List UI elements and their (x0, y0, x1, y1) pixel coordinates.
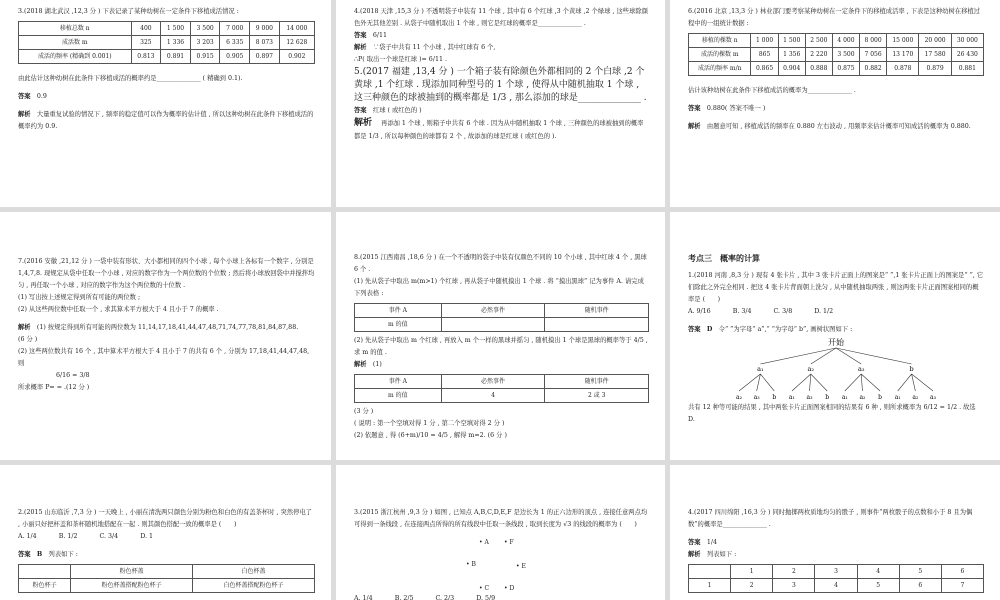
explanation-label: 解析 (354, 361, 367, 368)
question-4-dice: 4.(2017 四川绵阳 ,16,3 分 ) 同时抛掷两枚质地均匀的骰子 , 则事件“两枚骰子的点数和小于 8 且为偶数”的概率是______________ . (688, 509, 973, 528)
explanation-text: 列表如下 : (706, 551, 737, 558)
table-row (19, 565, 315, 579)
tree-leaf: a₃ (930, 394, 936, 401)
answer-value: D (706, 326, 713, 333)
tree-branch (760, 348, 836, 364)
choice-option: B. 2/5 (394, 595, 414, 600)
tree-leaf: a₃ (806, 394, 813, 401)
table-cell: 6 (899, 579, 941, 593)
table-cell: 粉色杯盖 (71, 565, 193, 579)
tree-branch (836, 348, 912, 364)
answer-label: 答案 (354, 107, 367, 114)
table-cell: 7 056 (860, 48, 887, 62)
answer-label: 答案 (18, 93, 31, 100)
explanation-text: ∵袋子中共有 11 个小球 , 其中红球有 6 个, (372, 44, 496, 51)
table-cell: 成活的棵数 m (689, 48, 751, 62)
explanation-text: 再添加 1 个球 , 则箱子中共有 6 个球 . 因为从中随机抽取 1 个球 , 三种颜色的球被抽到的概率都是 1/3 , 所以每种颜色的球都有 2 个 , 故添加的球是红球 ( 或红色的 ). (354, 120, 644, 140)
table-cell: 1 336 (161, 36, 191, 50)
table-cell: 2 220 (805, 48, 832, 62)
table-cell: 事件 A (355, 375, 442, 389)
choice-option: D. 5/9 (476, 595, 496, 600)
table-row (689, 48, 984, 62)
table-row (689, 579, 984, 593)
choice-option: C. 2/3 (435, 595, 455, 600)
tree-branch (861, 374, 862, 391)
question-1: 1.(2018 河南 ,8,3 分 ) 现有 4 张卡片 , 其中 3 张卡片正面上的图案是“ ”,1 张卡片正面上的图案是“ ”, 它们除此之外完全相同 . 把这 4 张卡片背面朝上洗匀 , 从中随机抽取两张 , 则这两张卡片正面图案相同的概率是 ( ) (688, 272, 984, 303)
table-cell: 3 (815, 565, 857, 579)
page-panel-q6 (670, 0, 1000, 207)
table-cell: 5 (857, 579, 899, 593)
table-cell: 2 (773, 565, 815, 579)
table-cell: 0.875 (832, 62, 859, 76)
tree-leaf: a₂ (912, 394, 919, 401)
table-cell: 26 430 (951, 48, 983, 62)
tree-node: a₃ (857, 365, 865, 373)
choice-option: D. 1/2 (814, 308, 834, 315)
table-cell: 4 (857, 565, 899, 579)
table-cell: 865 (751, 48, 778, 62)
answer-value: 0.9 (36, 93, 47, 100)
table-cell: 15 000 (887, 34, 919, 48)
score-note: ( 说明 : 第一个空填对得 1 分 , 第二个空填对得 2 分 ) (354, 420, 505, 427)
table-cell: 白色杯盖 (193, 565, 315, 579)
table-cell: 移植的棵数 n (689, 34, 751, 48)
choice-option: A. 1/4 (354, 595, 373, 600)
table-row (19, 50, 315, 64)
question-7-part-2: (2) 从这些两位数中任取一个 , 求其算术平方根大于 4 且小于 7 的概率 . (18, 306, 219, 313)
table-cell (689, 565, 731, 579)
page-panel-q4-q5 (336, 0, 665, 207)
table-row (355, 389, 649, 403)
score-note: (3 分 ) (354, 408, 374, 415)
question-4: 4.(2018 天津 ,15,3 分 ) 不透明袋子中装有 11 个球 , 其中有 6 个红球 ,3 个黄球 ,2 个绿球 , 这些球除颜色外无其他差别 . 从袋子中随机取出 1 个球 , 则它是红球的概率是______________ . (354, 8, 648, 27)
table-cell: 8 073 (250, 36, 280, 50)
choice-option: B. 3/4 (732, 308, 752, 315)
explanation-text: 令“ ”为字母“ a”,“ ”为字母“ b”, 画树状图如下 : (718, 326, 853, 333)
table-cell: 2 或 3 (545, 389, 649, 403)
tree-diagram (731, 336, 941, 402)
table-cell: 3 (773, 579, 815, 593)
tree-leaf: a₃ (753, 394, 760, 401)
dice-table (688, 564, 984, 593)
table-cell: 8 000 (860, 34, 887, 48)
table-cell: 7 (941, 579, 983, 593)
table-row (355, 304, 649, 318)
explanation-label: 解析 (18, 111, 31, 118)
question-7-part-1: (1) 写出按上述规定得到所有可能的两位数 ; (18, 294, 141, 301)
explanation-text: (1) 按规定得到所有可能的两位数为 11,14,17,18,41,44,47,48,71,74,77,78,81,84,87,88. (36, 324, 299, 331)
table-cell: 粉色杯子 (19, 579, 71, 593)
tree-branch (810, 374, 811, 391)
table-cell: 随机事件 (545, 304, 649, 318)
table-cell: 成活数 m (19, 36, 132, 50)
explanation-text: 由题意可知 , 移植成活的频率在 0.880 左右波动 , 用频率来估计概率可知成活的概率为 0.880. (706, 123, 971, 130)
page-panel-q4-dice (670, 465, 1000, 600)
hexagon-vertex: • F (504, 539, 514, 546)
choice-option: C. 3/8 (773, 308, 793, 315)
question-5: 5.(2017 福建 ,13,4 分 ) 一个箱子装有除颜色外都相同的 2 个白球 ,2 个黄球 ,1 个红球 . 现添加同种型号的 1 个球 , 使得从中随机抽取 1 个球 , 这三种颜色的球被抽到的概率都是 1/3 , 那么添加的球是______________ . (354, 67, 647, 103)
table-row (355, 318, 649, 332)
table-cell: 1 (731, 565, 773, 579)
table-cell: 400 (131, 22, 161, 36)
table-cell: 白色杯盖搭配粉色杯子 (193, 579, 315, 593)
hexagon-figure (354, 531, 649, 600)
table-cell: 1 000 (751, 34, 778, 48)
table-cell: m 的值 (355, 389, 442, 403)
table-row (355, 375, 649, 389)
tree-branch (792, 374, 811, 391)
table-cell: 0.902 (279, 50, 314, 64)
question-3-hex: 3.(2015 浙江杭州 ,9,3 分 ) 如图 , 已知点 A,B,C,D,E,F 是边长为 1 的正六边形的顶点 , 连接任意两点均可得到一条线段 , 在连接两点所得的所有线段中任取一条线段 , 取到长度为 √3 的线段的概率为 ( ) (354, 509, 648, 528)
question-2: 2.(2015 山东临沂 ,7,3 分 ) 一天晚上 , 小丽在清洗两只颜色分别为粉色和白色的有盖茶杯时 , 突然停电了 , 小丽只好把杯盖和茶杯随机地搭配在一起 . 则其颜色搭配一致的概率是 ( ) (18, 509, 312, 528)
answer-label: 答案 (688, 326, 701, 333)
table-cell: 0.813 (131, 50, 161, 64)
page-panel-q3-hexagon (336, 465, 665, 600)
tree-leaf: a₁ (841, 394, 848, 401)
fraction: 6/16 = 3/8 (56, 372, 90, 379)
question-7: 7.(2016 安徽 ,21,12 分 ) 一袋中装有形状、大小都相同的四个小球 , 每个小球上各标有一个数字 , 分别是 1,4,7,8. 现规定从袋中任取一个小球 , 对应的数字作为一个两位数的个位数 ; 然后将小球放回袋中并搅拌均匀 , 再任取一个小球 , 对应的数字作为这个两位数的十位数 . (18, 258, 315, 289)
table-cell: 6 335 (220, 36, 250, 50)
table-cell: 3 500 (832, 48, 859, 62)
table-cell: 17 580 (919, 48, 951, 62)
question-6: 6.(2016 北京 ,13,3 分 ) 林业部门要考察某种幼树在一定条件下的移植成活率 , 下表是这种幼树在移植过程中的一组统计数据 : (688, 8, 980, 27)
table-cell: 移植总数 n (19, 22, 132, 36)
hexagon-vertex: • D (504, 585, 515, 592)
explanation-label: 解析 (18, 324, 31, 331)
choice-option: A. 1/4 (18, 533, 37, 540)
table-cell: 随机事件 (545, 375, 649, 389)
page-panel-probability (670, 212, 1000, 460)
table-cell: 1 (689, 579, 731, 593)
tree-branch (760, 374, 774, 391)
table-cell: 2 500 (805, 34, 832, 48)
table-cell (19, 565, 71, 579)
table-row (689, 62, 984, 76)
table-cell: 4 000 (832, 34, 859, 48)
tree-leaf: b (825, 394, 830, 401)
answer-label: 答案 (354, 32, 367, 39)
table-row (689, 34, 984, 48)
table-cell: 7 000 (220, 22, 250, 36)
table-cell: 13 170 (887, 48, 919, 62)
answer-value: 1/4 (706, 539, 718, 546)
table-cell: 3 500 (190, 22, 220, 36)
table-row (19, 22, 315, 36)
answer-value: B (36, 551, 43, 558)
hexagon-vertex: • B (466, 561, 476, 568)
table-row (19, 579, 315, 593)
table-cell: 4 (815, 579, 857, 593)
choice-option: D. 1 (140, 533, 154, 540)
choice-option: C. 3/4 (99, 533, 119, 540)
page-panel-q2 (0, 465, 331, 600)
tree-leaf: b (878, 394, 883, 401)
explanation-text: 所求概率 P= = .(12 分 ) (18, 384, 90, 391)
table-cell: 粉色杯盖搭配粉色杯子 (71, 579, 193, 593)
table-cell: 0.879 (919, 62, 951, 76)
hexagon-vertex: • C (479, 585, 490, 592)
explanation-label: 解析 (688, 551, 701, 558)
table-cell: 0.888 (805, 62, 832, 76)
table-cell: 9 000 (250, 22, 280, 36)
event-table-blank (354, 303, 649, 332)
tree-node: a₁ (757, 365, 764, 373)
answer-label: 答案 (18, 551, 31, 558)
table-cell: 20 000 (919, 34, 951, 48)
tree-leaf: b (772, 394, 777, 401)
table-cell: 3 203 (190, 36, 220, 50)
explanation-text: ∴P( 取出一个球是红球 )= 6/11 . (354, 56, 447, 63)
table-cell: 0.915 (190, 50, 220, 64)
table-cell: 0.904 (778, 62, 805, 76)
table-cell: 0.878 (887, 62, 919, 76)
pairing-table (18, 564, 315, 593)
tree-branch (845, 374, 861, 391)
question-8-part-1: (1) 先从袋子中取出 m(m>1) 个红球 , 再从袋子中随机摸出 1 个球 . 将 “摸出黑球” 记为事件 A. 请完成下列表格 : (354, 278, 644, 297)
table-row (689, 565, 984, 579)
tree-branch (811, 374, 827, 391)
answer-value: 0.880( 答案不唯一 ) (706, 105, 766, 112)
tree-leaf: a₁ (894, 394, 901, 401)
table-cell (441, 318, 545, 332)
question-8: 8.(2015 江西南昌 ,18,6 分 ) 在一个不透明的袋子中装有仅颜色不同的 10 个小球 , 其中红球 4 个 , 黑球 6 个 . (354, 254, 647, 273)
explanation-label: 解析 (354, 118, 373, 128)
answer-value: 6/11 (372, 32, 388, 39)
table-cell: 0.882 (860, 62, 887, 76)
tree-leaf: a₁ (788, 394, 795, 401)
hexagon-vertex: • E (516, 563, 526, 570)
table-cell: 4 (441, 389, 545, 403)
table-cell: 成活的频率 (精确到 0.001) (19, 50, 132, 64)
choice-option: A. 9/16 (688, 308, 711, 315)
tree-leaf: a₂ (859, 394, 866, 401)
explanation-text: (2) 这些两位数共有 16 个 , 其中算术平方根大于 4 且小于 7 的共有 6 个 , 分别为 17,18,41,44,47,48, 则 (18, 348, 310, 367)
table-cell: 12 628 (279, 36, 314, 50)
score-note: (6 分 ) (18, 336, 38, 343)
answer-value: 红球 ( 或红色的 ) (372, 107, 422, 114)
section-title: 考点三 概率的计算 (688, 253, 760, 263)
question-6-ask: 估计该种幼树在此条件下移植成活的概率为______________ . (688, 87, 856, 94)
tree-branch (861, 374, 880, 391)
table-cell: 6 (941, 565, 983, 579)
table-cell: 325 (131, 36, 161, 50)
tree-branch (898, 374, 912, 391)
table-cell: 0.891 (161, 50, 191, 64)
table-cell: 5 (899, 565, 941, 579)
table-cell: 2 (731, 579, 773, 593)
table-cell: 0.905 (220, 50, 250, 64)
table-cell: 事件 A (355, 304, 442, 318)
explanation-text: 共有 12 种等可能的结果 , 其中两张卡片正面图案相同的结果有 6 种 , 则所求概率为 6/12 = 1/2 . 故选 D. (688, 404, 976, 423)
data-table-q3 (18, 21, 315, 64)
tree-node: a₂ (807, 365, 815, 373)
table-cell: 14 000 (279, 22, 314, 36)
explanation-text: (2) 依题意 , 得 (6+m)/10 = 4/5 , 解得 m=2. (6 分 ) (354, 432, 507, 439)
hexagon-vertex: • A (479, 539, 489, 546)
table-cell: 1 356 (778, 48, 805, 62)
question-3: 3.(2018 湖北武汉 ,12,3 分 ) 下表记录了某种幼树在一定条件下移植成活情况 : (18, 8, 239, 15)
table-cell: 1 500 (778, 34, 805, 48)
explanation-label: 解析 (354, 44, 367, 51)
choice-option: B. 1/2 (58, 533, 78, 540)
event-table-answer (354, 374, 649, 403)
tree-root: 开始 (828, 338, 844, 347)
explanation-text: 列表如下 : (48, 551, 78, 558)
page-panel-q3 (0, 0, 331, 207)
question-3-ask: 由此估计这种幼树在此条件下移植成活的概率约是______________ ( 精确到 0.1). (18, 75, 243, 82)
explanation-text: (1) (372, 361, 382, 368)
explanation-label: 解析 (688, 123, 701, 130)
question-8-part-2: (2) 先从袋子中取出 m 个红球 , 再放入 m 个一样的黑球并摇匀 , 随机摸出 1 个球是黑球的概率等于 4/5 , 求 m 的值 . (354, 337, 648, 356)
page-panel-q7 (0, 212, 331, 460)
tree-leaf: a₂ (736, 394, 742, 401)
answer-label: 答案 (688, 105, 701, 112)
table-cell: 0.865 (751, 62, 778, 76)
page-panel-q8 (336, 212, 665, 460)
table-cell (545, 318, 649, 332)
tree-node: b (909, 365, 914, 373)
table-cell: 30 000 (951, 34, 983, 48)
table-cell: 0.897 (250, 50, 280, 64)
table-cell: 必然事件 (441, 304, 545, 318)
data-table-q6 (688, 33, 984, 76)
table-row (19, 36, 315, 50)
table-cell: m 的值 (355, 318, 442, 332)
table-cell: 必然事件 (441, 375, 545, 389)
explanation-text: 大量重复试验的情况下 , 频率的稳定值可以作为概率的估计值 , 所以这种幼树在此条件下移植成活的概率约为 0.9. (18, 111, 314, 130)
table-cell: 成活的频率 m/n (689, 62, 751, 76)
table-cell: 1 500 (161, 22, 191, 36)
answer-label: 答案 (688, 539, 701, 546)
table-cell: 0.881 (951, 62, 983, 76)
